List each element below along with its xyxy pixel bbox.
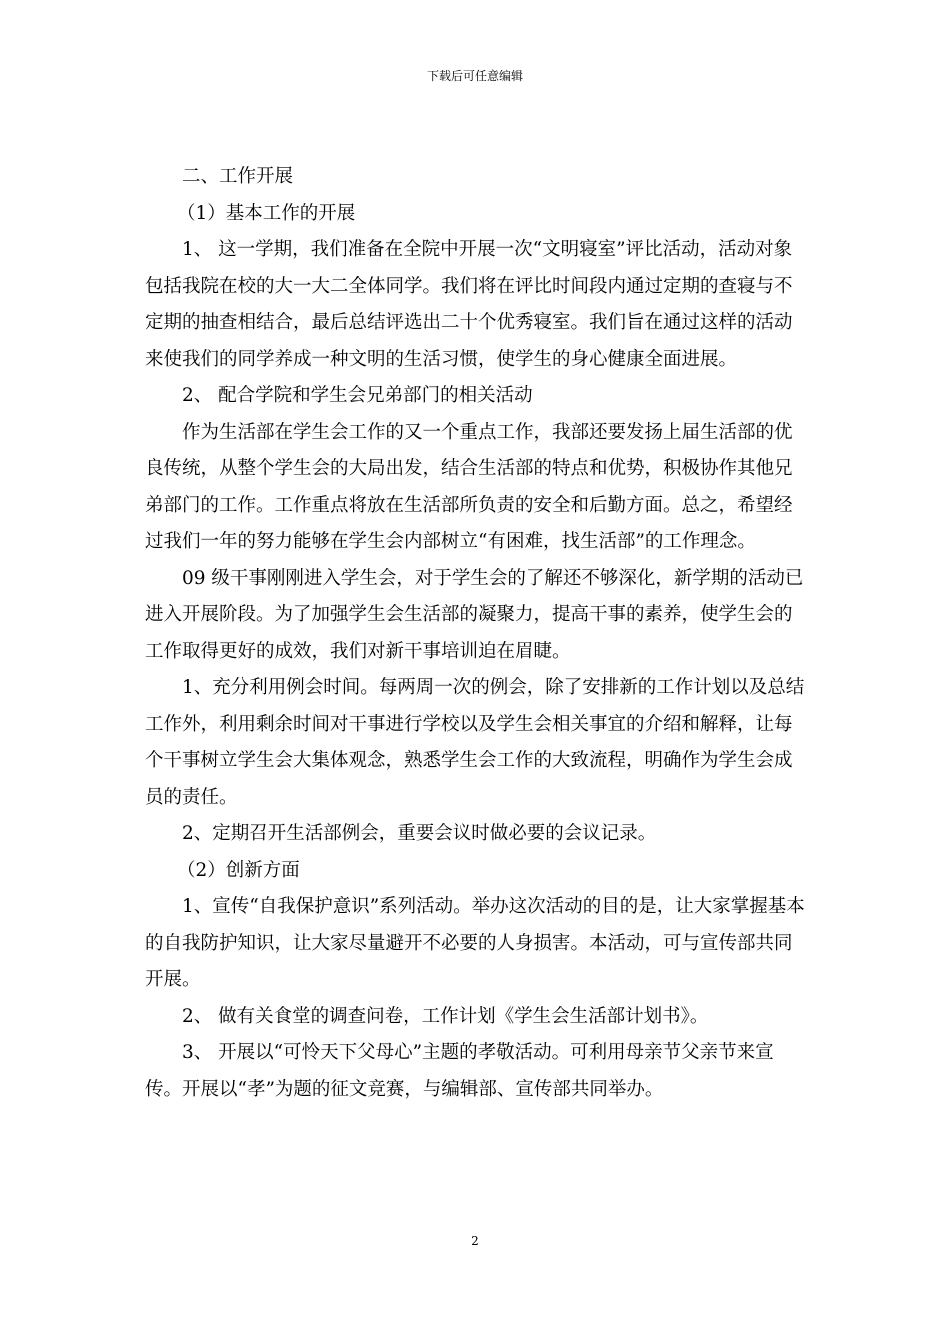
- paragraph: 1、宣传“自我保护意识”系列活动。举办这次活动的目的是，让大家掌握基本的自我防护知识，让大家尽量避开不必要的人身损害。本活动，可与宣传部共同开展。: [145, 896, 805, 990]
- paragraph: 作为生活部在学生会工作的又一个重点工作，我部还要发扬上届生活部的优良传统，从整个学生会的大局出发，结合生活部的特点和优势，积极协作其他兄弟部门的工作。工作重点将放在生活部所负责的安全和后勤方面。总之，希望经过我们一年的努力能够在学生会内部树立“有困难，找生活部”的工作理念。: [145, 421, 793, 552]
- paragraph: 3、 开展以“可怜天下父母心”主题的孝敬活动。可利用母亲节父亲节来宣传。开展以“孝”为题的征文竞赛，与编辑部、宣传部共同举办。: [145, 1042, 774, 1100]
- paragraph: 09 级干事刚刚进入学生会，对于学生会的了解还不够深化，新学期的活动已进入开展阶段。为了加强学生会生活部的凝聚力，提高干事的素养，使学生会的工作取得更好的成效，我们对新干事培训迫在眉睫。: [145, 567, 804, 662]
- paragraph: 2、 做有关食堂的调查问卷，工作计划《学生会生活部计划书》。: [182, 1005, 709, 1027]
- section-heading: 二、工作开展: [182, 166, 294, 187]
- subsection-heading: （2）创新方面: [177, 859, 300, 881]
- page-number: 2: [471, 1234, 479, 1248]
- paragraph: 2、 配合学院和学生会兄弟部门的相关活动: [182, 385, 533, 406]
- document-body: [145, 159, 807, 1108]
- subsection-heading: （1）基本工作的开展: [177, 202, 356, 224]
- paragraph: 1、充分利用例会时间。每两周一次的例会，除了安排新的工作计划以及总结工作外，利用剩余时间对干事进行学校以及学生会相关事宜的介绍和解释，让每个干事树立学生会大集体观念，熟悉学生会工作的大致流程，明确作为学生会成员的责任。: [145, 677, 805, 808]
- paragraph: 2、定期召开生活部例会，重要会议时做必要的会议记录。: [182, 823, 657, 844]
- paragraph: 1、 这一学期，我们准备在全院中开展一次“文明寝室”评比活动，活动对象包括我院在校的大一大二全体同学。我们将在评比时间段内通过定期的查寝与不定期的抽查相结合，最后总结评选出二十个优秀寝室。我们旨在通过这样的活动来使我们的同学养成一种文明的生活习惯，使学生的身心健康全面进展。: [145, 239, 793, 370]
- page-header: 下载后可任意编辑: [426, 69, 523, 83]
